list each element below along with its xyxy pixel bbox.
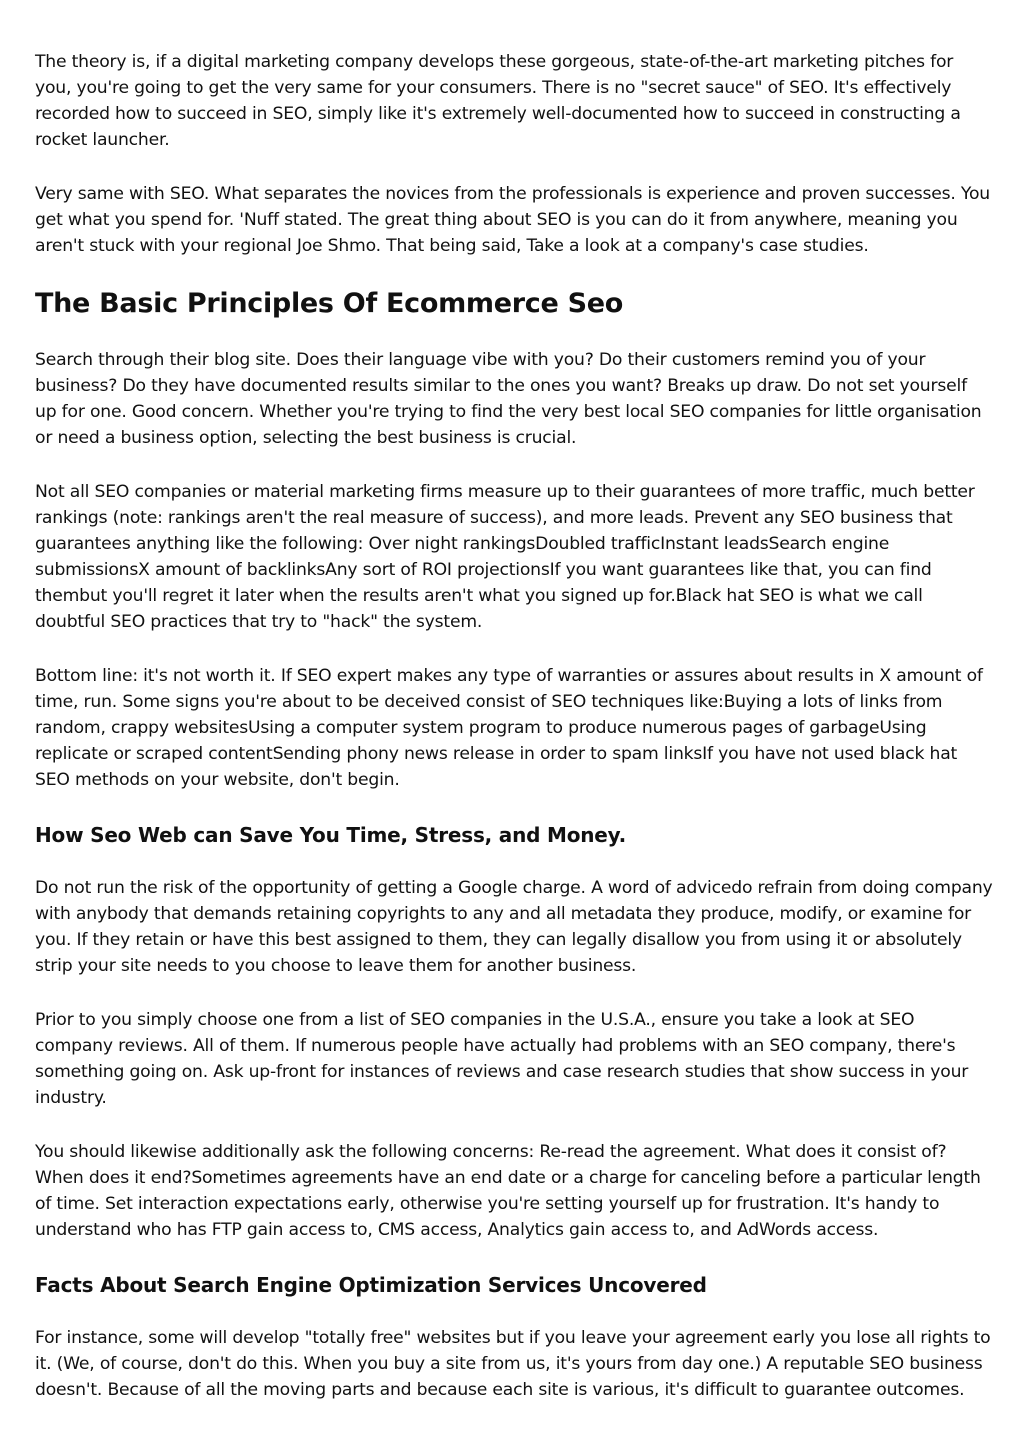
paragraph: For instance, some will develop "totally free" websites but if you leave your agreement early you lose all rights to it. (We, of course, don't do this. When you buy a site from us, it's yours from day one.) A reputable SEO business doesn't. Because of all the moving parts and because each site is various, it's difficult to guarantee outcomes. [35, 1328, 991, 1400]
paragraph: Search through their blog site. Does their language vibe with you? Do their customers remind you of your business? Do they have documented results similar to the ones you want? Breaks up draw. Do not set yourself up for one. Good concern. Whether you're trying to find the very best local SEO companies for little organisation or need a business option, selecting the best business is crucial. [35, 350, 982, 448]
paragraph: Bottom line: it's not worth it. If SEO expert makes any type of warranties or assures about results in X amount of time, run. Some signs you're about to be deceived consist of SEO techniques like:Buying a lots of links from random, crappy websitesUsing a computer system program to produce numerous pages of garbageUsing replicate or scraped contentSending phony news release in order to spam linksIf you have not used black hat SEO methods on your website, don't begin. [35, 666, 983, 790]
paragraph: Prior to you simply choose one from a list of SEO companies in the U.S.A., ensure you take a look at SEO company reviews. All of them. If numerous people have actually had problems with an SEO company, there's something going on. Ask up-front for instances of reviews and case research studies that show success in your industry. [35, 1010, 969, 1108]
document-body [35, 49, 993, 1431]
subsection-heading: How Seo Web can Save You Time, Stress, and Money. [35, 823, 627, 847]
paragraph: You should likewise additionally ask the following concerns: Re-read the agreement. What does it consist of? When does it end?Sometimes agreements have an end date or a charge for canceling before a particular length of time. Set interaction expectations early, otherwise you're setting yourself up for frustration. It's handy to understand who has FTP gain access to, CMS access, Analytics gain access to, and AdWords access. [35, 1142, 981, 1240]
subsection-heading: Facts About Search Engine Optimization Services Uncovered [35, 1273, 707, 1297]
paragraph: Very same with SEO. What separates the novices from the professionals is experience and proven successes. You get what you spend for. 'Nuff stated. The great thing about SEO is you can do it from anywhere, meaning you aren't stuck with your regional Joe Shmo. That being said, Take a look at a company's case studies. [35, 184, 990, 256]
paragraph: The theory is, if a digital marketing company develops these gorgeous, state-of-the-art marketing pitches for you, you're going to get the very same for your consumers. There is no "secret sauce" of SEO. It's effectively recorded how to succeed in SEO, simply like it's extremely well-documented how to succeed in constructing a rocket launcher. [35, 52, 961, 150]
paragraph: Not all SEO companies or material marketing firms measure up to their guarantees of more traffic, much better rankings (note: rankings aren't the real measure of success), and more leads. Prevent any SEO business that guarantees anything like the following: Over night rankingsDoubled trafficInstant leadsSearch engine submissionsX amount of backlinksAny sort of ROI projectionsIf you want guarantees like that, you can find thembut you'll regret it later when the results aren't what you signed up for.Black hat SEO is what we call doubtful SEO practices that try to "hack" the system. [35, 482, 975, 632]
section-heading: The Basic Principles Of Ecommerce Seo [35, 288, 624, 319]
paragraph: Do not run the risk of the opportunity of getting a Google charge. A word of advicedo refrain from doing company with anybody that demands retaining copyrights to any and all metadata they produce, modify, or examine for you. If they retain or have this best assigned to them, they can legally disallow you from using it or absolutely strip your site needs to you choose to leave them for another business. [35, 878, 993, 976]
